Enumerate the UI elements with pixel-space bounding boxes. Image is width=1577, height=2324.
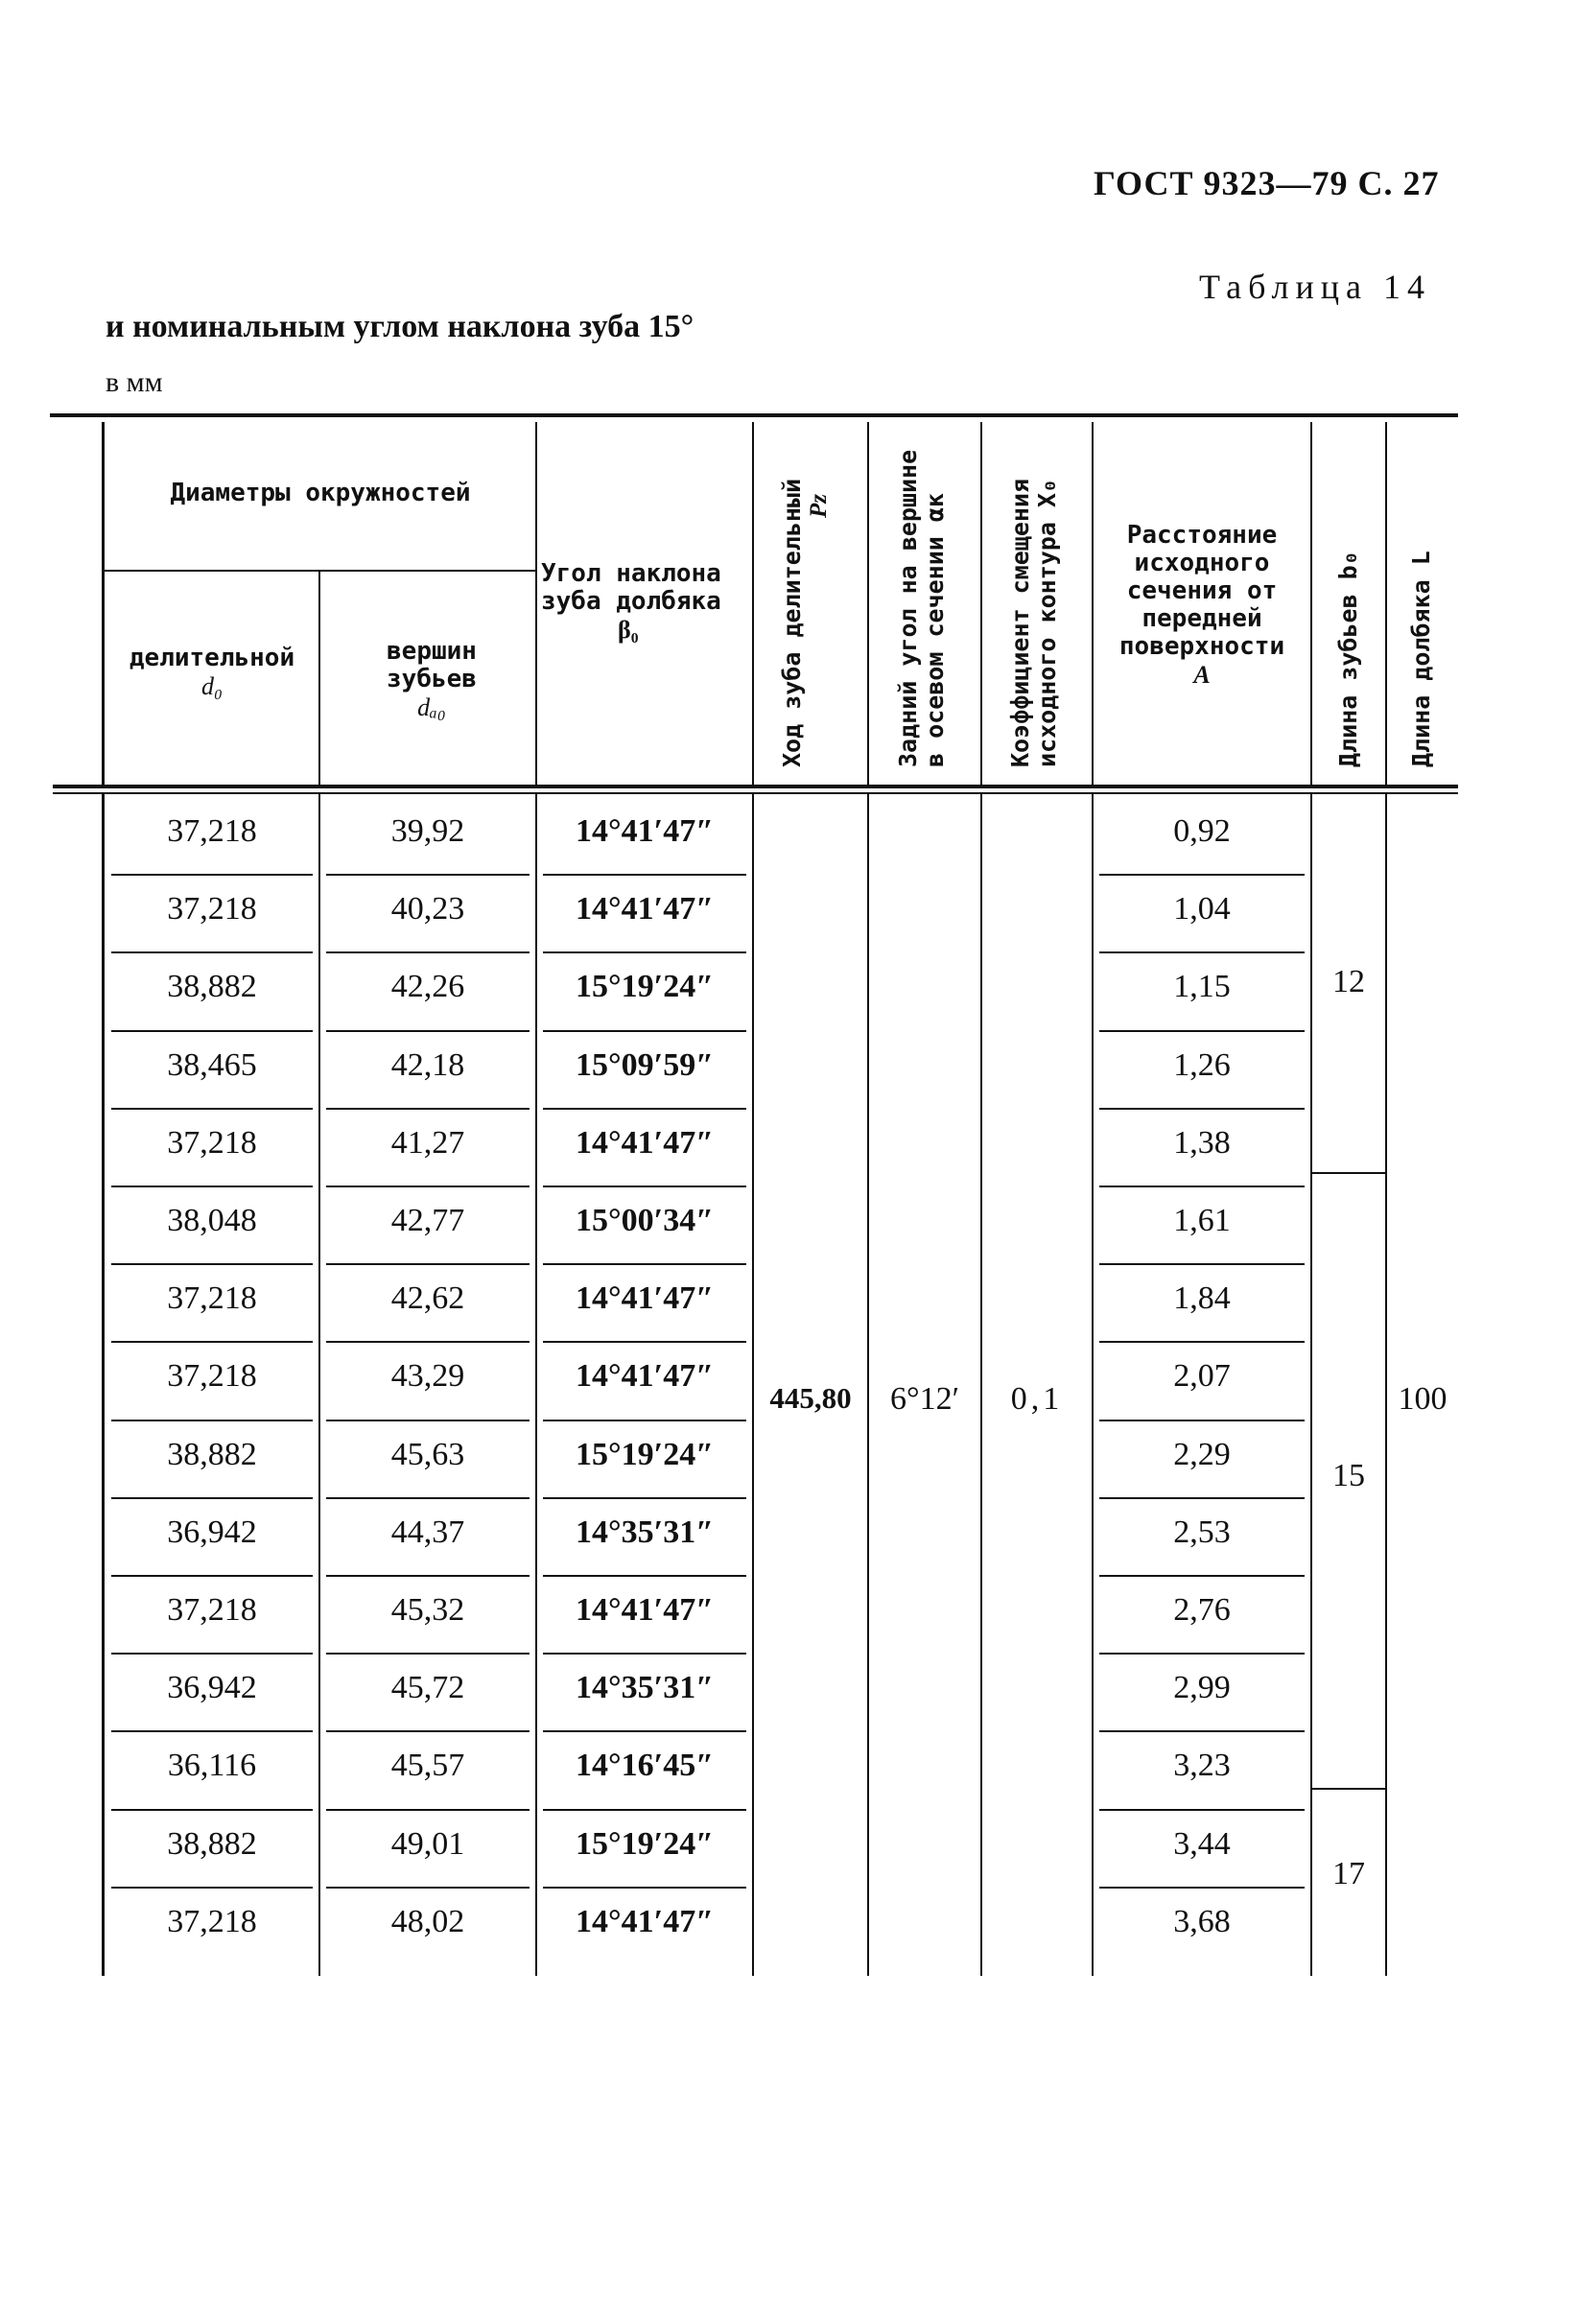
vrule-header bbox=[1092, 422, 1094, 785]
row-divider bbox=[1099, 874, 1305, 876]
cell-d0: 37,218 bbox=[167, 1280, 257, 1317]
row-divider bbox=[543, 1497, 746, 1499]
row-divider bbox=[543, 1263, 746, 1265]
row-divider bbox=[326, 1030, 530, 1032]
col-d0-header bbox=[106, 645, 318, 700]
b0-group-divider bbox=[1312, 1788, 1385, 1790]
cell-beta: 14°35′31″ bbox=[576, 1514, 714, 1550]
cell-da0: 42,77 bbox=[390, 1203, 465, 1238]
cell-beta: 14°41′47″ bbox=[576, 1280, 714, 1317]
cell-a: 3,68 bbox=[1173, 1903, 1231, 1939]
cell-da0: 42,26 bbox=[390, 969, 465, 1005]
row-divider bbox=[326, 1887, 530, 1889]
cell-d0: 37,218 bbox=[167, 1358, 257, 1395]
row-divider bbox=[111, 1497, 313, 1499]
row-divider bbox=[326, 1108, 530, 1110]
cell-da0: 48,02 bbox=[390, 1903, 465, 1939]
col-l-header bbox=[1408, 551, 1435, 767]
row-divider bbox=[111, 1185, 313, 1187]
cell-beta: 15°00′34″ bbox=[576, 1203, 714, 1238]
cell-a: 1,15 bbox=[1173, 969, 1231, 1005]
col-beta-symbol: β₀ bbox=[618, 616, 639, 644]
cell-da0: 49,01 bbox=[390, 1825, 465, 1862]
cell-a: 1,26 bbox=[1173, 1046, 1231, 1083]
row-divider bbox=[326, 1653, 530, 1655]
row-divider bbox=[111, 1108, 313, 1110]
table-label: Таблица 14 bbox=[1199, 268, 1431, 306]
header-bottom-rule bbox=[53, 785, 1458, 788]
row-divider bbox=[111, 1341, 313, 1343]
cell-da0: 42,62 bbox=[390, 1280, 465, 1317]
row-divider bbox=[111, 1030, 313, 1032]
row-divider bbox=[1099, 1420, 1305, 1421]
cell-d0: 38,465 bbox=[167, 1046, 257, 1083]
col-alpha-header bbox=[895, 450, 949, 767]
b0-group-value: 15 bbox=[1332, 1458, 1365, 1493]
cell-a: 2,53 bbox=[1173, 1514, 1231, 1550]
cell-a: 3,44 bbox=[1173, 1825, 1231, 1862]
row-divider bbox=[111, 1809, 313, 1811]
col-a-symbol: A bbox=[1193, 661, 1211, 689]
cell-d0: 37,218 bbox=[167, 1903, 257, 1939]
cell-beta: 14°41′47″ bbox=[576, 1124, 714, 1161]
col-da0-header bbox=[336, 638, 528, 721]
row-divider bbox=[326, 1420, 530, 1421]
row-divider bbox=[326, 1341, 530, 1343]
row-divider bbox=[1099, 1809, 1305, 1811]
cell-da0: 39,92 bbox=[390, 813, 465, 849]
col-b0-label: Длина зубьев b₀ bbox=[1334, 551, 1362, 767]
cell-da0: 45,32 bbox=[390, 1592, 465, 1628]
cell-a: 1,84 bbox=[1173, 1280, 1231, 1317]
cell-a: 1,61 bbox=[1173, 1203, 1231, 1238]
col-d0-symbol: d₀ bbox=[200, 672, 224, 700]
row-divider bbox=[1099, 1575, 1305, 1577]
row-divider bbox=[326, 1809, 530, 1811]
row-divider bbox=[111, 1420, 313, 1421]
merged-alpha-value: 6°12′ bbox=[889, 1381, 960, 1417]
row-divider bbox=[543, 1887, 746, 1889]
row-divider bbox=[543, 1341, 746, 1343]
cell-d0: 37,218 bbox=[167, 1124, 257, 1161]
cell-beta: 15°19′24″ bbox=[576, 1436, 714, 1472]
row-divider bbox=[111, 1730, 313, 1732]
row-divider bbox=[543, 1575, 746, 1577]
col-group-diameters: Диаметры окружностей bbox=[170, 479, 471, 507]
col-l-label: Длина долбяка L bbox=[1407, 551, 1435, 767]
row-divider bbox=[543, 1030, 746, 1032]
col-beta-label: Угол наклона зуба долбяка bbox=[541, 559, 721, 616]
row-divider bbox=[543, 1108, 746, 1110]
col-pz-symbol: Pz bbox=[806, 494, 832, 518]
row-divider bbox=[326, 1185, 530, 1187]
col-alpha-line1: Задний угол на вершине bbox=[894, 449, 922, 767]
cell-da0: 42,18 bbox=[390, 1046, 465, 1083]
row-divider bbox=[111, 1653, 313, 1655]
row-divider bbox=[326, 1575, 530, 1577]
col-pz-header bbox=[779, 479, 833, 767]
cell-da0: 43,29 bbox=[390, 1358, 465, 1395]
row-divider bbox=[326, 1263, 530, 1265]
cell-beta: 14°41′47″ bbox=[576, 1358, 714, 1395]
row-divider bbox=[543, 1420, 746, 1421]
col-da0-symbol: dₐ₀ bbox=[417, 693, 446, 721]
row-divider bbox=[1099, 1497, 1305, 1499]
row-divider bbox=[1099, 1263, 1305, 1265]
cell-a: 2,07 bbox=[1173, 1358, 1231, 1395]
vrule-header bbox=[102, 422, 105, 785]
cell-d0: 38,882 bbox=[167, 1436, 257, 1472]
row-divider bbox=[1099, 951, 1305, 953]
row-divider bbox=[326, 951, 530, 953]
cell-beta: 15°09′59″ bbox=[576, 1046, 714, 1083]
col-beta-header bbox=[537, 560, 754, 644]
header-bottom-rule-2 bbox=[53, 792, 1458, 794]
col-x0-line2: исходного контура X₀ bbox=[1033, 478, 1061, 767]
table-top-rule bbox=[50, 413, 1458, 417]
row-divider bbox=[1099, 1887, 1305, 1889]
cell-d0: 37,218 bbox=[167, 1592, 257, 1628]
cell-a: 2,99 bbox=[1173, 1670, 1231, 1706]
cell-d0: 36,942 bbox=[167, 1670, 257, 1706]
cell-d0: 36,116 bbox=[167, 1748, 257, 1784]
row-divider bbox=[543, 874, 746, 876]
cell-da0: 45,63 bbox=[390, 1436, 465, 1472]
cell-beta: 14°41′47″ bbox=[576, 813, 714, 849]
cell-d0: 37,218 bbox=[167, 813, 257, 849]
table-subtitle: и номинальным углом наклона зуба 15° bbox=[106, 309, 694, 344]
group-header-divider bbox=[104, 570, 537, 572]
row-divider bbox=[326, 1730, 530, 1732]
cell-d0: 38,882 bbox=[167, 969, 257, 1005]
col-alpha-line2: в осевом сечении αк bbox=[921, 493, 949, 767]
row-divider bbox=[543, 951, 746, 953]
row-divider bbox=[543, 1730, 746, 1732]
b0-group-divider bbox=[1312, 1172, 1385, 1174]
row-divider bbox=[543, 1653, 746, 1655]
col-pz-label: Ход зуба делительный bbox=[778, 478, 806, 767]
cell-a: 3,23 bbox=[1173, 1748, 1231, 1784]
cell-beta: 15°19′24″ bbox=[576, 1825, 714, 1862]
merged-x0-value: 0,1 bbox=[1010, 1381, 1064, 1417]
row-divider bbox=[543, 1809, 746, 1811]
col-b0-header bbox=[1335, 551, 1362, 767]
b0-group-value: 12 bbox=[1332, 964, 1365, 999]
vrule-header bbox=[980, 422, 982, 785]
cell-a: 2,29 bbox=[1173, 1436, 1231, 1472]
cell-d0: 36,942 bbox=[167, 1514, 257, 1550]
row-divider bbox=[111, 1887, 313, 1889]
cell-da0: 44,37 bbox=[390, 1514, 465, 1550]
merged-l-value: 100 bbox=[1398, 1381, 1448, 1417]
row-divider bbox=[111, 1263, 313, 1265]
vrule-header bbox=[867, 422, 869, 785]
cell-beta: 14°41′47″ bbox=[576, 1592, 714, 1628]
cell-beta: 14°16′45″ bbox=[576, 1748, 714, 1784]
col-a-label: Расстояние исходного сечения от передней поверхности bbox=[1118, 521, 1285, 661]
row-divider bbox=[543, 1185, 746, 1187]
col-a-header bbox=[1095, 522, 1308, 689]
row-divider bbox=[1099, 1341, 1305, 1343]
row-divider bbox=[1099, 1030, 1305, 1032]
cell-d0: 37,218 bbox=[167, 891, 257, 927]
cell-da0: 41,27 bbox=[390, 1124, 465, 1161]
cell-a: 1,38 bbox=[1173, 1124, 1231, 1161]
standard-header: ГОСТ 9323—79 С. 27 bbox=[1094, 164, 1440, 202]
cell-a: 2,76 bbox=[1173, 1592, 1231, 1628]
vrule-header bbox=[1310, 422, 1312, 785]
row-divider bbox=[111, 1575, 313, 1577]
row-divider bbox=[326, 1497, 530, 1499]
col-x0-header bbox=[1007, 479, 1061, 767]
b0-group-value: 17 bbox=[1332, 1856, 1365, 1891]
row-divider bbox=[326, 874, 530, 876]
cell-da0: 45,57 bbox=[390, 1748, 465, 1784]
cell-da0: 40,23 bbox=[390, 891, 465, 927]
row-divider bbox=[1099, 1730, 1305, 1732]
row-divider bbox=[111, 951, 313, 953]
cell-beta: 14°41′47″ bbox=[576, 891, 714, 927]
units-label: в мм bbox=[106, 366, 163, 398]
cell-beta: 15°19′24″ bbox=[576, 969, 714, 1005]
col-da0-label: вершин зубьев bbox=[387, 637, 477, 693]
row-divider bbox=[111, 874, 313, 876]
vrule-header bbox=[1385, 422, 1387, 785]
row-divider bbox=[1099, 1108, 1305, 1110]
col-x0-line1: Коэффициент смещения bbox=[1006, 478, 1034, 767]
cell-a: 1,04 bbox=[1173, 891, 1231, 927]
cell-d0: 38,048 bbox=[167, 1203, 257, 1238]
vrule-body bbox=[102, 794, 105, 1976]
cell-a: 0,92 bbox=[1173, 813, 1231, 849]
cell-da0: 45,72 bbox=[390, 1670, 465, 1706]
col-d0-label: делительной bbox=[129, 644, 295, 672]
cell-beta: 14°41′47″ bbox=[576, 1903, 714, 1939]
cell-beta: 14°35′31″ bbox=[576, 1670, 714, 1706]
vrule-header bbox=[318, 572, 320, 785]
cell-d0: 38,882 bbox=[167, 1825, 257, 1862]
row-divider bbox=[1099, 1185, 1305, 1187]
row-divider bbox=[1099, 1653, 1305, 1655]
merged-pz-value: 445,80 bbox=[769, 1381, 852, 1415]
